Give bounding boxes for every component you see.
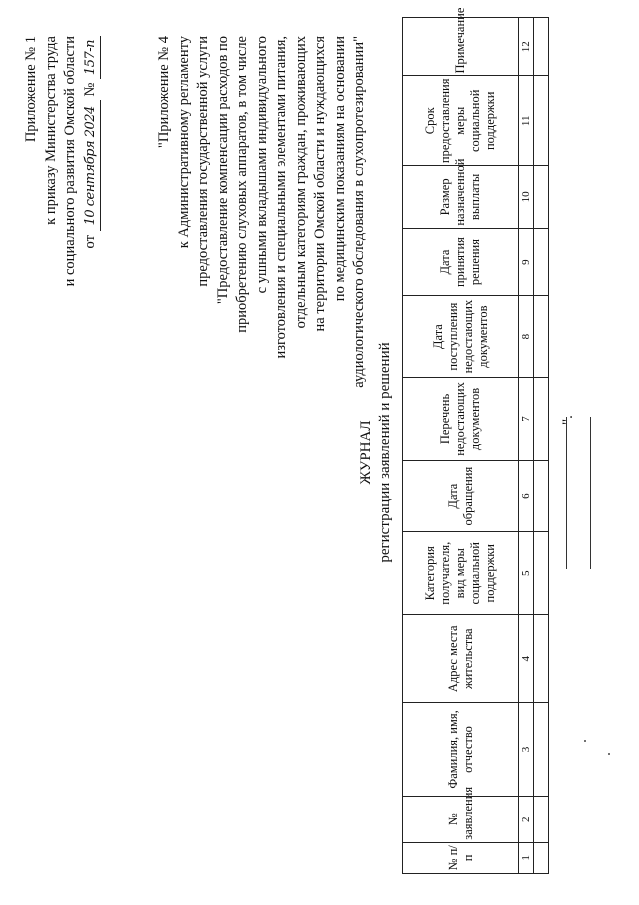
table-cell: [534, 377, 549, 460]
handwritten-date: 10 сентября 2024: [81, 100, 102, 231]
column-number: 1: [519, 842, 534, 873]
table-row: [534, 18, 549, 874]
column-number: 8: [519, 296, 534, 377]
table-cell: [534, 532, 549, 615]
column-header: Примечание: [403, 18, 519, 76]
column-header: № п/п: [403, 842, 519, 873]
scan-speck: [584, 740, 586, 742]
column-header: Дата принятия решения: [403, 228, 519, 296]
column-header: Фамилия, имя, отчество: [403, 703, 519, 797]
handwritten-number: 157-п: [81, 36, 102, 79]
column-header: Размер назначенной выплаты: [403, 166, 519, 229]
date-prefix: от: [81, 235, 98, 249]
column-number: 5: [519, 532, 534, 615]
table-cell: [534, 703, 549, 797]
journal-title: ЖУРНАЛ: [358, 420, 374, 485]
appendix-line: приобретению слуховых аппаратов, в том числе: [234, 36, 250, 333]
appendix-line: по медицинским показаниям на основании: [331, 36, 348, 302]
table-cell: [534, 461, 549, 532]
appendix-header: [155, 36, 370, 506]
table-cell: [534, 228, 549, 296]
journal-table: [402, 7, 549, 874]
column-number-row: [519, 18, 534, 874]
header-line: и социального развития Омской области: [62, 36, 78, 287]
closing-quote: ".: [560, 415, 576, 425]
appendix-line: на территории Омской области и нуждающихся: [312, 36, 328, 332]
appendix-line: с ушными вкладышами индивидуального: [253, 36, 270, 294]
column-number: 6: [519, 461, 534, 532]
column-number: 3: [519, 703, 534, 797]
number-prefix: №: [81, 82, 98, 97]
appendix-line: к Административному регламенту: [175, 36, 192, 249]
column-header: № заявления: [403, 796, 519, 842]
appendix-line: "Приложение № 4: [156, 36, 172, 149]
table-cell: [534, 76, 549, 166]
appendix-line: отдельным категориям граждан, проживающих: [292, 36, 309, 329]
header-line: к приказу Министерства труда: [42, 36, 59, 225]
column-number: 4: [519, 615, 534, 703]
table-cell: [534, 796, 549, 842]
scan-speck: [608, 753, 610, 755]
column-number: 7: [519, 377, 534, 460]
column-number: 10: [519, 166, 534, 229]
appendix-line: "Предоставление компенсации расходов по: [214, 36, 231, 305]
order-date-line: [81, 36, 102, 496]
journal-subtitle: регистрации заявлений и решений: [377, 342, 393, 563]
signature-line: [566, 417, 567, 569]
table-cell: [534, 166, 549, 229]
table-cell: [534, 18, 549, 76]
header-line: Приложение № 1: [23, 36, 39, 143]
column-header: Категория получателя, вид меры социальной поддержки: [403, 532, 519, 615]
column-number: 11: [519, 76, 534, 166]
column-header: Адрес места жительства: [403, 615, 519, 703]
column-header: Дата обращения: [403, 461, 519, 532]
appendix-line: предоставления государственной услуги: [195, 36, 211, 287]
appendix-line: изготовления и специальными элементами питания,: [273, 36, 289, 359]
order-header: [22, 36, 101, 496]
table-header-row: [403, 18, 519, 874]
column-number: 12: [519, 18, 534, 76]
appendix-line: аудиологического обследования в слухопротезировании": [351, 36, 367, 388]
column-number: 2: [519, 796, 534, 842]
signature-line: [590, 417, 591, 569]
column-header: Перечень недостающих документов: [403, 377, 519, 460]
table-cell: [534, 842, 549, 873]
column-header: Дата поступления недостающих документов: [403, 296, 519, 377]
column-number: 9: [519, 228, 534, 296]
table-cell: [534, 296, 549, 377]
table-cell: [534, 615, 549, 703]
column-header: Срок предоставления меры социальной поддержки: [403, 76, 519, 166]
